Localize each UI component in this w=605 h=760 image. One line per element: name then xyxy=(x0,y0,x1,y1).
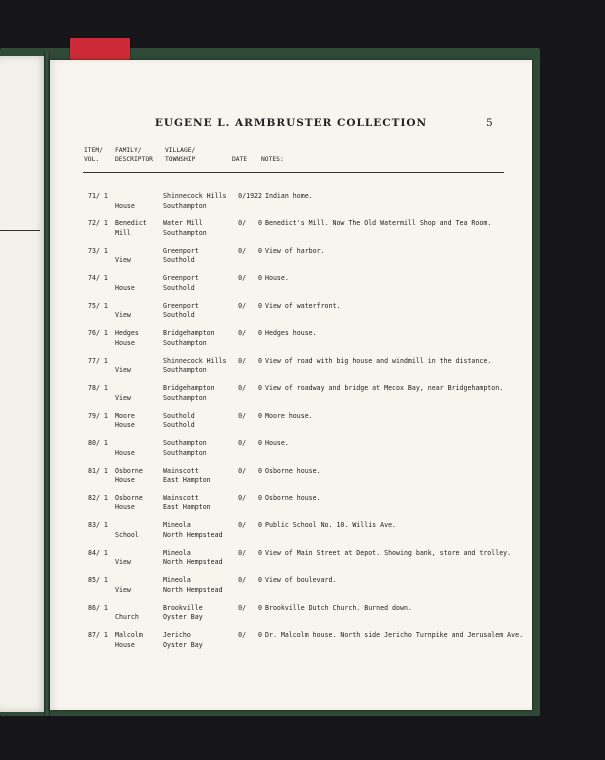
cell-desc1: Osborne xyxy=(115,493,143,502)
cell-item: 72/ 1 xyxy=(88,219,108,228)
cell-notes: View of harbor. xyxy=(265,246,325,255)
cell-township: Southampton xyxy=(163,393,207,402)
table-row xyxy=(50,192,532,214)
cell-date: 0/ 0 xyxy=(238,356,262,365)
header-divider xyxy=(83,172,504,173)
page-number: 5 xyxy=(486,117,493,129)
cell-desc2: House xyxy=(115,640,135,649)
cell-date: 0/ 0 xyxy=(238,439,262,448)
cell-item: 80/ 1 xyxy=(88,439,108,448)
cell-desc1: Moore xyxy=(115,411,135,420)
cell-desc2: House xyxy=(115,338,135,347)
cell-township: East Hampton xyxy=(163,503,211,512)
cell-township: Southampton xyxy=(163,228,207,237)
cell-township: North Hempstead xyxy=(163,558,223,567)
cell-township: Southampton xyxy=(163,201,207,210)
cell-item: 75/ 1 xyxy=(88,301,108,310)
table-row xyxy=(50,467,532,489)
cell-village: Greenport xyxy=(163,246,199,255)
cell-village: Shinnecock Hills xyxy=(163,192,227,200)
header-village-line2: TOWNSHIP xyxy=(165,156,196,163)
cell-township: Southold xyxy=(163,311,195,320)
cell-township: Southampton xyxy=(163,338,207,347)
cell-notes: Moore house. xyxy=(265,411,313,420)
cell-date: 0/ 0 xyxy=(238,631,262,640)
cell-desc2: View xyxy=(115,585,131,594)
red-bookmark-tab[interactable] xyxy=(70,38,130,60)
cell-township: East Hampton xyxy=(163,476,211,484)
cell-item: 85/ 1 xyxy=(88,576,108,585)
header-village-line1: VILLAGE/ xyxy=(165,147,196,154)
cell-date: 0/ 0 xyxy=(238,603,262,612)
cell-desc2: House xyxy=(115,421,135,430)
table-row xyxy=(50,576,532,598)
cell-notes: House. xyxy=(265,439,289,448)
cell-desc1: Osborne xyxy=(115,466,143,475)
cell-date: 0/ 0 xyxy=(238,246,262,255)
cell-village: Shinnecock Hills xyxy=(163,356,227,365)
cell-desc2: View xyxy=(115,558,131,567)
cell-township: North Hempstead xyxy=(163,585,223,594)
cell-village: Southold xyxy=(163,411,195,420)
table-row xyxy=(50,631,532,653)
cell-township: Southampton xyxy=(163,448,207,457)
page-title: EUGENE L. ARMBRUSTER COLLECTION xyxy=(154,117,428,129)
table-row xyxy=(50,274,532,296)
cell-item: 78/ 1 xyxy=(88,384,108,393)
header-item-line1: ITEM/ xyxy=(84,147,103,154)
cell-desc2: House xyxy=(115,476,135,484)
left-page xyxy=(0,56,48,712)
cell-date: 0/ 0 xyxy=(238,411,262,420)
header-date: DATE xyxy=(232,156,248,163)
cell-desc1: Malcolm xyxy=(115,631,143,640)
cell-notes: Public School No. 10. Willis Ave. xyxy=(265,521,397,530)
cell-item: 76/ 1 xyxy=(88,329,108,338)
cell-date: 0/ 0 xyxy=(238,466,262,475)
header-item-line2: VOL. xyxy=(84,156,100,163)
header-village xyxy=(165,146,195,164)
cell-item: 84/ 1 xyxy=(88,548,108,557)
cell-notes: Dr. Malcolm house. North side Jericho Turnpike and Jerusalem Ave. xyxy=(265,631,524,640)
cell-township: Southold xyxy=(163,421,195,430)
cell-village: Greenport xyxy=(163,274,199,283)
cell-desc1: Benedict xyxy=(115,219,147,228)
cell-village: Bridgehampton xyxy=(163,384,215,393)
cell-item: 86/ 1 xyxy=(88,603,108,612)
table-row xyxy=(50,357,532,379)
cell-item: 73/ 1 xyxy=(88,246,108,255)
table-row xyxy=(50,549,532,571)
cell-village: Water Mill xyxy=(163,219,203,228)
cell-desc2: View xyxy=(115,311,131,320)
table-row xyxy=(50,521,532,543)
cell-township: Southold xyxy=(163,283,195,292)
table-row xyxy=(50,412,532,434)
left-page-rule xyxy=(0,230,40,231)
cell-notes: View of boulevard. xyxy=(265,576,337,585)
cell-village: Mineola xyxy=(163,521,191,530)
document-page xyxy=(50,60,532,710)
cell-date: 0/ 0 xyxy=(238,548,262,557)
table-row xyxy=(50,439,532,461)
cell-village: Brookville xyxy=(163,603,203,612)
header-family-line1: FAMILY/ xyxy=(115,147,142,154)
cell-item: 74/ 1 xyxy=(88,274,108,283)
cell-notes: Benedict's Mill. Now The Old Watermill Shop and Tea Room. xyxy=(265,219,492,228)
cell-village: Mineola xyxy=(163,548,191,557)
cell-notes: Hedges house. xyxy=(265,329,317,338)
cell-desc2: View xyxy=(115,393,131,402)
cell-date: 0/ 0 xyxy=(238,219,262,228)
cell-village: Wainscott xyxy=(163,466,199,475)
cell-notes: View of roadway and bridge at Mecox Bay, near Bridgehampton. xyxy=(265,384,504,393)
cell-notes: Indian home. xyxy=(265,192,313,200)
table-row xyxy=(50,329,532,351)
cell-desc1: Hedges xyxy=(115,329,139,338)
cell-notes: Osborne house. xyxy=(265,493,321,502)
table-row xyxy=(50,302,532,324)
cell-township: Oyster Bay xyxy=(163,640,203,649)
cell-township: North Hempstead xyxy=(163,530,223,539)
cell-desc2: House xyxy=(115,283,135,292)
cell-desc2: House xyxy=(115,448,135,457)
header-item xyxy=(84,146,103,164)
cell-notes: View of Main Street at Depot. Showing bank, store and trolley. xyxy=(265,548,512,557)
cell-village: Southampton xyxy=(163,439,207,448)
cell-notes: House. xyxy=(265,274,289,283)
cell-item: 81/ 1 xyxy=(88,466,108,475)
cell-desc2: View xyxy=(115,366,131,375)
cell-desc2: House xyxy=(115,201,135,210)
cell-village: Greenport xyxy=(163,301,199,310)
cell-item: 82/ 1 xyxy=(88,493,108,502)
cell-desc2: School xyxy=(115,530,139,539)
cell-village: Wainscott xyxy=(163,493,199,502)
cell-village: Mineola xyxy=(163,576,191,585)
header-family-line2: DESCRIPTOR xyxy=(115,156,153,163)
cell-item: 77/ 1 xyxy=(88,356,108,365)
cell-notes: Brookville Dutch Church. Burned down. xyxy=(265,603,412,612)
cell-desc2: Church xyxy=(115,613,139,622)
cell-township: Southampton xyxy=(163,366,207,375)
cell-desc2: View xyxy=(115,256,131,265)
cell-date: 0/ 0 xyxy=(238,274,262,283)
cell-date: 0/ 0 xyxy=(238,384,262,393)
cell-item: 83/ 1 xyxy=(88,521,108,530)
cell-village: Jericho xyxy=(163,631,191,640)
cell-date: 0/1922 xyxy=(238,192,262,200)
cell-desc2: Mill xyxy=(115,228,131,237)
cell-item: 71/ 1 xyxy=(88,192,108,200)
cell-notes: Osborne house. xyxy=(265,466,321,475)
cell-date: 0/ 0 xyxy=(238,521,262,530)
cell-date: 0/ 0 xyxy=(238,576,262,585)
table-row xyxy=(50,604,532,626)
cell-notes: View of waterfront. xyxy=(265,301,341,310)
header-family xyxy=(115,146,153,164)
table-row xyxy=(50,219,532,241)
cell-notes: View of road with big house and windmill in the distance. xyxy=(265,356,492,365)
cell-date: 0/ 0 xyxy=(238,493,262,502)
cell-date: 0/ 0 xyxy=(238,301,262,310)
cell-item: 87/ 1 xyxy=(88,631,108,640)
table-row xyxy=(50,384,532,406)
header-notes: NOTES: xyxy=(261,156,284,163)
table-row xyxy=(50,247,532,269)
cell-desc2: House xyxy=(115,503,135,512)
cell-date: 0/ 0 xyxy=(238,329,262,338)
cell-township: Southold xyxy=(163,256,195,265)
cell-township: Oyster Bay xyxy=(163,613,203,622)
cell-item: 79/ 1 xyxy=(88,411,108,420)
table-row xyxy=(50,494,532,516)
cell-village: Bridgehampton xyxy=(163,329,215,338)
